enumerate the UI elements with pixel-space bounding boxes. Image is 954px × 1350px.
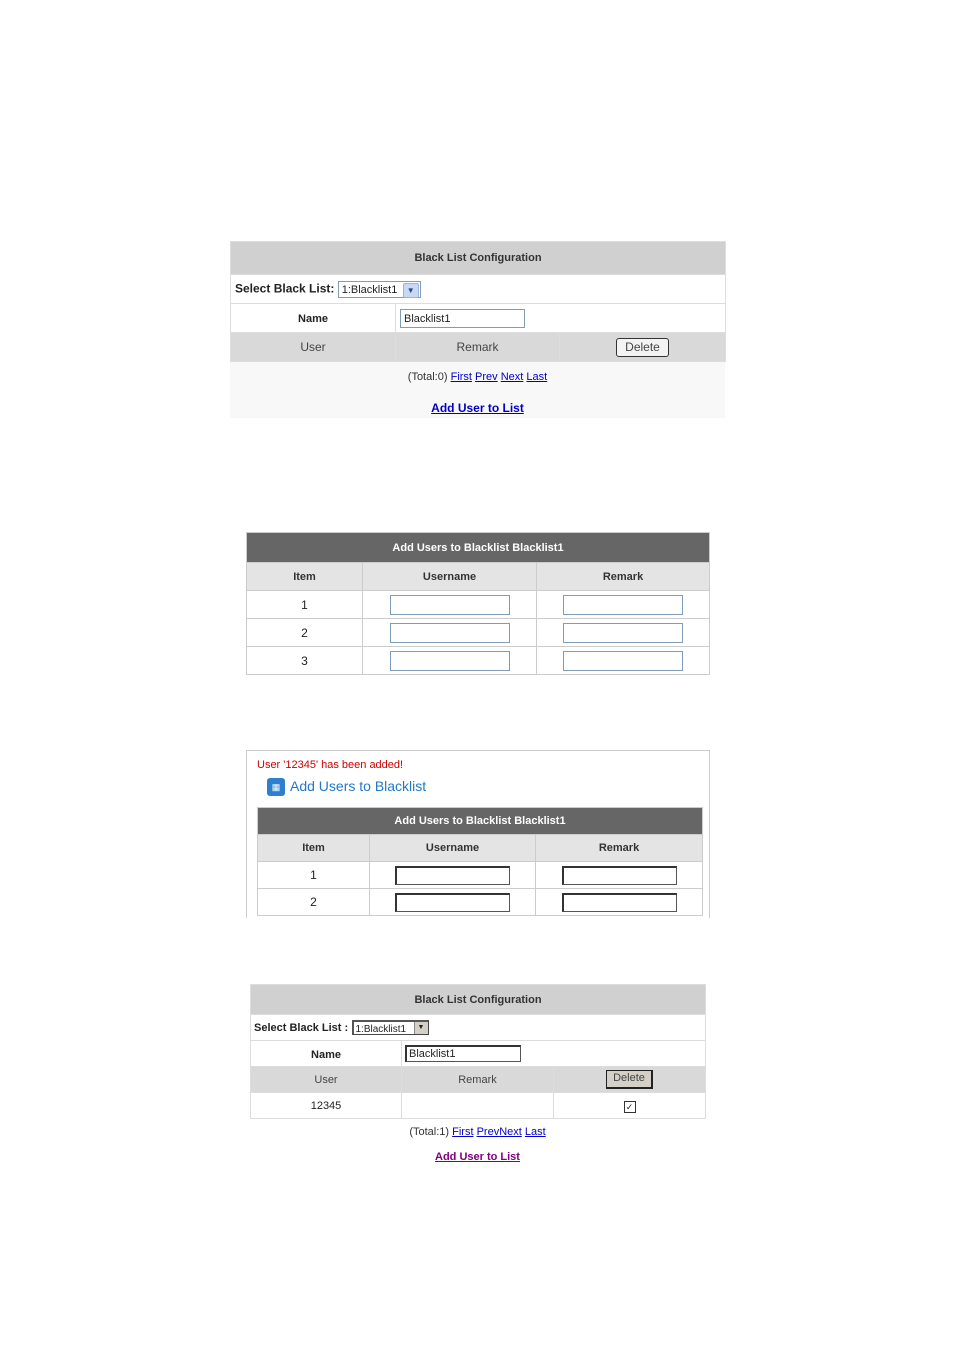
table-title: Add Users to Blacklist Blacklist1 [247,533,710,563]
table-row [251,1093,706,1119]
section-heading [267,778,426,796]
add-users-table [246,532,710,675]
remark-input[interactable] [563,623,683,643]
column-header-user: User [231,333,396,362]
last-page-link[interactable]: Last [524,1126,546,1138]
prev-page-link[interactable]: Prev [476,1126,500,1138]
next-page-link[interactable]: Next [499,1126,522,1138]
table-row [247,619,710,647]
table-row [247,591,710,619]
column-header-item: Item [258,835,370,862]
item-number: 2 [247,619,363,647]
column-header-remark: Remark [537,563,710,591]
username-input[interactable] [390,651,510,671]
blacklist-config-table [250,984,706,1119]
first-page-link[interactable]: First [450,371,472,383]
panel-title: Black List Configuration [231,242,726,275]
chevron-down-icon[interactable]: ▼ [403,283,419,298]
remark-input[interactable] [562,893,677,912]
table-row [258,889,703,916]
section-heading-text: Add Users to Blacklist [290,778,427,794]
next-page-link[interactable]: Next [500,371,524,383]
column-header-username: Username [363,563,537,591]
username-input[interactable] [390,595,510,615]
table-row [258,862,703,889]
name-label: Name [298,313,328,325]
add-user-link[interactable]: Add User to List [435,1151,520,1163]
add-user-link[interactable]: Add User to List [431,401,524,415]
blacklist-select-value: 1:Blacklist1 [341,283,398,296]
column-header-user: User [251,1067,402,1093]
blacklist-select-value: 1:Blacklist1 [355,1024,407,1036]
pagination [250,1126,705,1138]
chevron-down-icon[interactable]: ▼ [414,1022,428,1034]
blacklist-select[interactable] [338,281,421,298]
grid-icon: ▦ [267,778,285,796]
pagination [230,371,725,383]
success-message: User '12345' has been added! [257,759,404,771]
username-input[interactable] [395,866,510,885]
blacklist-config-panel-2 [250,984,705,1163]
name-input[interactable]: Blacklist1 [400,309,525,328]
item-number: 3 [247,647,363,675]
total-count: (Total:1) [409,1126,450,1138]
item-number: 1 [247,591,363,619]
remark-input[interactable] [562,866,677,885]
user-cell: 12345 [251,1093,402,1119]
item-number: 2 [258,889,370,916]
last-page-link[interactable]: Last [526,371,548,383]
username-input[interactable] [390,623,510,643]
blacklist-config-table [230,241,726,362]
item-number: 1 [258,862,370,889]
remark-input[interactable] [563,595,683,615]
delete-checkbox[interactable]: ✓ [624,1101,636,1113]
column-header-remark: Remark [396,333,560,362]
table-title: Add Users to Blacklist Blacklist1 [258,808,703,835]
remark-cell [402,1093,554,1119]
name-input[interactable]: Blacklist1 [405,1045,521,1062]
select-blacklist-label: Select Black List : [254,1021,349,1034]
panel-title: Black List Configuration [251,985,706,1015]
column-header-remark: Remark [536,835,703,862]
column-header-username: Username [370,835,536,862]
total-count: (Total:0) [407,371,448,383]
select-blacklist-label: Select Black List: [235,281,335,296]
add-users-table [257,807,703,916]
add-users-panel-2 [246,532,709,675]
blacklist-config-panel-1 [230,241,725,418]
add-users-result-panel [246,750,710,918]
username-input[interactable] [395,893,510,912]
remark-input[interactable] [563,651,683,671]
blacklist-select[interactable] [352,1020,429,1035]
name-label: Name [311,1048,341,1061]
delete-button[interactable]: Delete [616,338,669,357]
prev-page-link[interactable]: Prev [475,371,498,383]
delete-button[interactable]: Delete [606,1070,653,1089]
table-row [247,647,710,675]
column-header-remark: Remark [402,1067,554,1093]
first-page-link[interactable]: First [452,1126,474,1138]
column-header-item: Item [247,563,363,591]
